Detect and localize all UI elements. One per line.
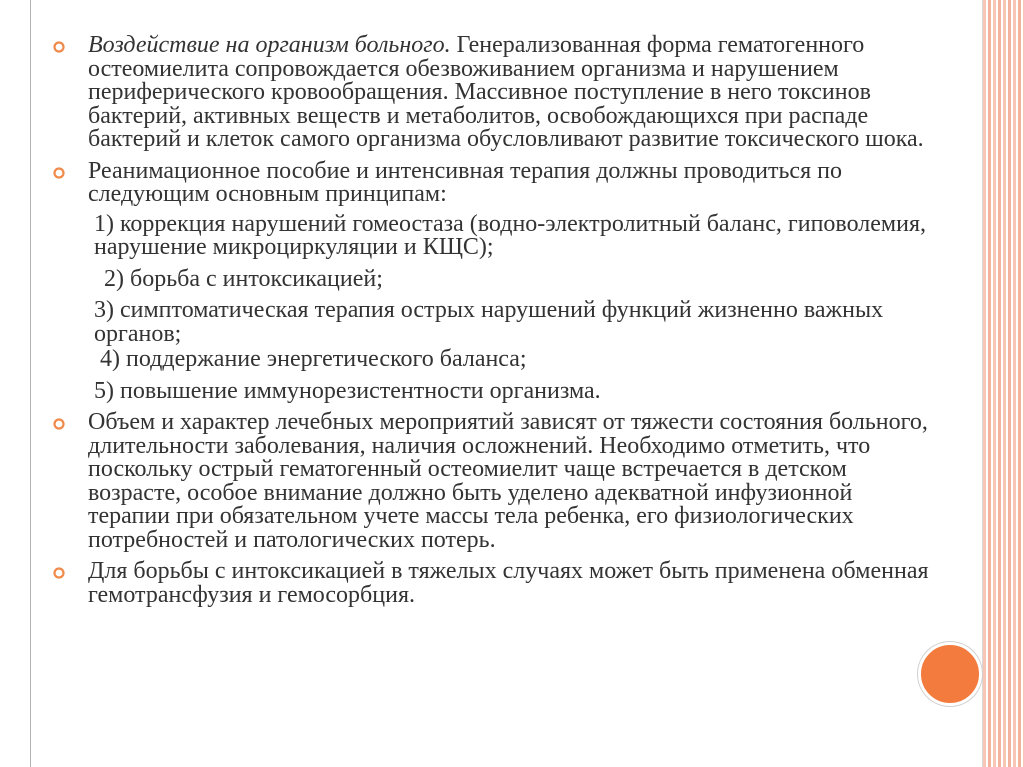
right-decorative-band [983, 0, 1024, 767]
bullet-lead-italic: Воздействие на организм больного. [88, 32, 451, 58]
bullet-item [52, 157, 932, 207]
principles-list [88, 210, 932, 404]
bullet-text: Объем и характер лечебных мероприятий зависят от тяжести состояния больного, длительности заболевания, наличия осложнений. Необходимо отметить, что поскольку острый гематогенный остеомиелит чаще встречается в детском возрасте, особое внимание должно быть уделено адекватной инфузионной терапии при обязательном учете массы тела ребенка, его физиологических потребностей и патологических потерь. [88, 409, 928, 553]
bullet-item [52, 34, 932, 152]
orange-circle-icon [918, 642, 982, 706]
circle-bullet-icon [52, 417, 66, 431]
principle-item: 5) повышение иммунорезистентности организма. [94, 377, 601, 404]
principle-item: 4) поддержание энергетического баланса; [100, 346, 527, 372]
principle-item: 2) борьба с интоксикацией; [104, 265, 383, 292]
principle-item: 1) коррекция нарушений гомеостаза (водно-электролитный баланс, гиповолемия, нарушение микроциркуляции и КЩС); [94, 210, 926, 260]
principle-item: 3) симптоматическая терапия острых нарушений функций жизненно важных органов; [94, 297, 884, 347]
bullet-text: Реанимационное пособие и интенсивная терапия должны проводиться по следующим основным принципам: [88, 157, 842, 207]
bullet-text: Для борьбы с интоксикацией в тяжелых случаях может быть применена обменная гемотрансфузия и гемосорбция. [88, 558, 929, 608]
bullet-item [52, 560, 932, 607]
bullet-item [52, 411, 932, 552]
circle-bullet-icon [52, 166, 66, 180]
circle-bullet-icon [52, 566, 66, 580]
slide-content [52, 34, 932, 615]
left-border-line [30, 0, 31, 767]
bullet-text: Генерализованная форма гематогенного остеомиелита сопровождается обезвоживанием организма и нарушением периферического кровообращения. Массивное поступление в него токсинов бактерий, активных веществ и метаболитов, освобождающихся при распаде бактерий и клеток самого организма обусловливают развитие токсического шока. [88, 32, 924, 152]
circle-bullet-icon [52, 40, 66, 54]
